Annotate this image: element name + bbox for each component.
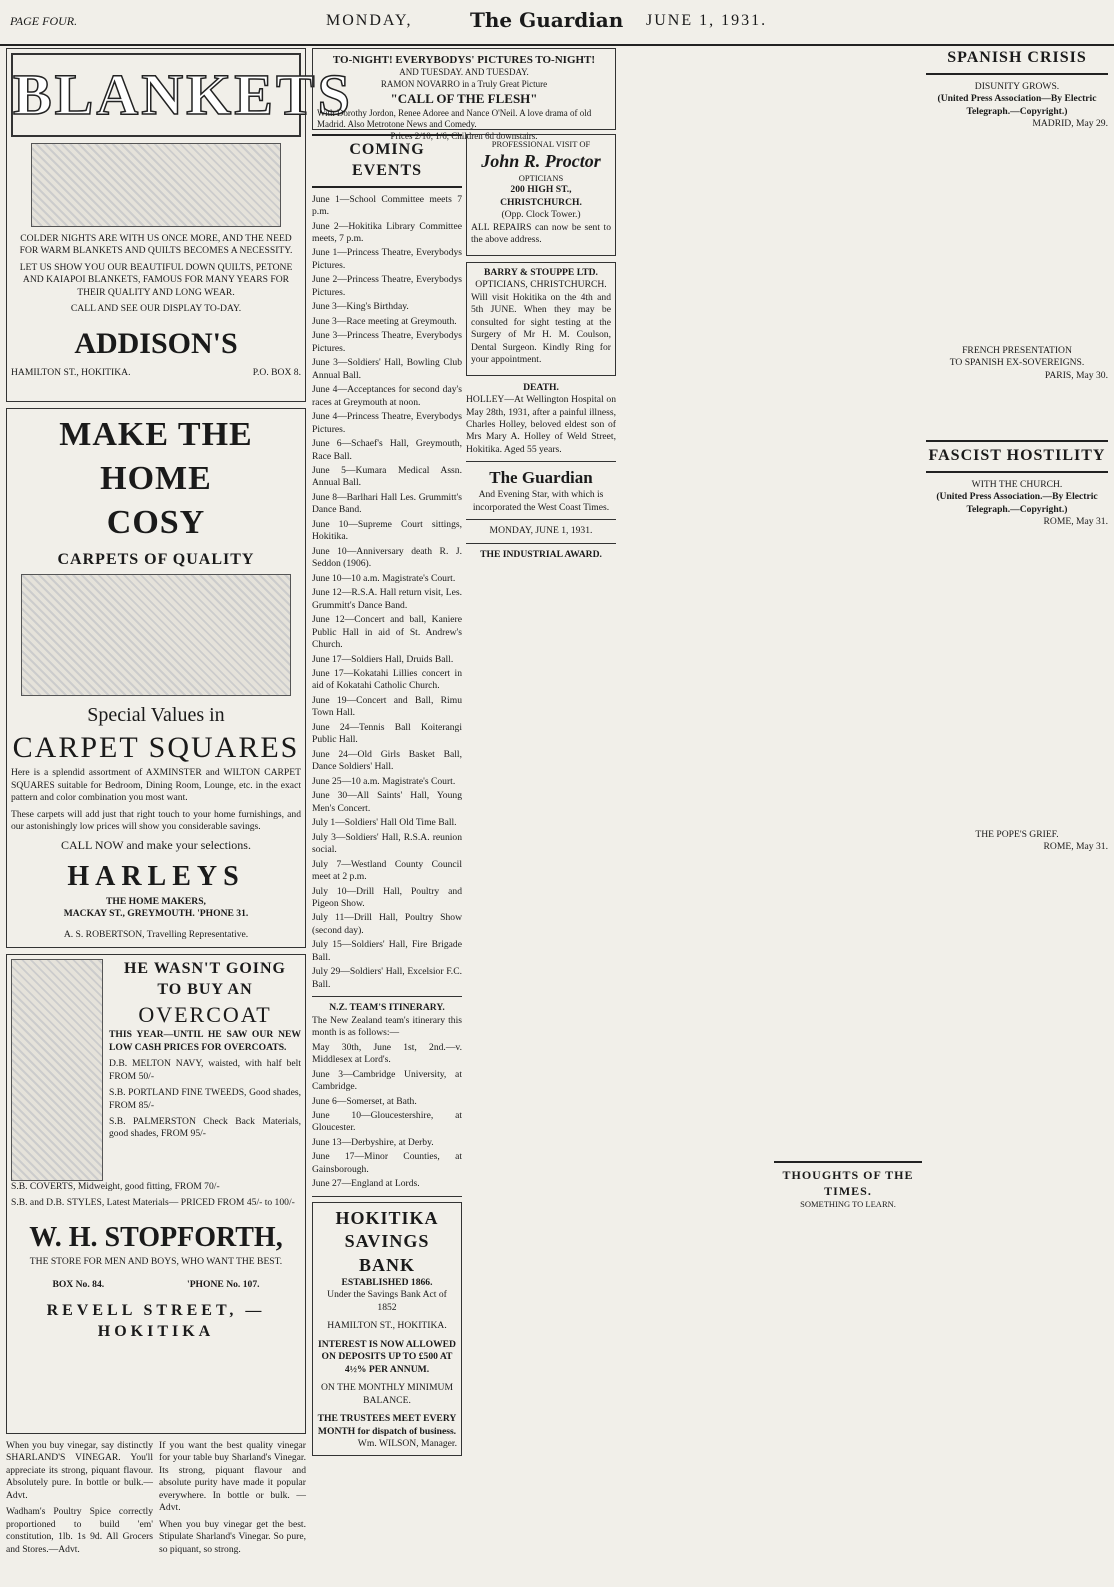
blankets-text-2: LET US SHOW YOU OUR BEAUTIFUL DOWN QUILTS, PETONE AND KAIAPOI BLANKETS, FAMOUS FOR MANY YEARS FOR THEIR QUALITY AND LONG WEAR. [19,261,293,298]
tour-item: June 13—Derbyshire, at Derby. [312,1136,434,1148]
harleys-address: MACKAY ST., GREYMOUTH. 'PHONE 31. [63,908,249,920]
harleys-brand: HARLEYS [67,861,245,893]
special-values: Special Values in [87,704,225,727]
guardian-name: The Guardian [489,468,593,488]
event-item: July 11—Drill Hall, Poultry Show (second day). [312,912,462,936]
event-item: June 6—Schaef's Hall, Greymouth, Race Ball. [312,438,462,462]
barry-stouppe-ad [466,262,616,376]
event-item: June 3—Soldiers' Hall, Bowling Club Annual Ball. [312,357,462,381]
pictures-and: AND TUESDAY. AND TUESDAY. [399,67,529,78]
stopforth-item-5: S.B. and D.B. STYLES, Latest Materials— PRICED FROM 45/- to 100/- [11,1197,295,1209]
fascist-title: FASCIST HOSTILITY [926,440,1108,473]
event-item: July 10—Drill Hall, Poultry and Pigeon Show. [312,885,462,909]
event-item: June 17—Kokatahi Lillies concert in aid of Kokatahi Catholic Church. [312,668,462,692]
stopforth-item-4: S.B. COVERTS, Midweight, good fitting, FROM 70/- [11,1181,220,1192]
vinegar-ad-a: When you buy vinegar, say distinctly SHARLAND'S VINEGAR. You'll appreciate its strong, piquant flavour. Absolutely pure. In bottle or bulk.—Advt. [6,1440,153,1501]
pictures-prices: Prices 2/10, 1/6, Children 6d downstairs. [390,130,538,141]
blankets-text-3: CALL AND SEE OUR DISPLAY TO-DAY. [70,303,242,315]
stopforth-heading-2: TO BUY AN [157,980,253,998]
bank-est: ESTABLISHED 1866. [341,1276,433,1288]
fascist-dateline-2: ROME, May 31. [1043,841,1108,853]
harleys-text-2: These carpets will add just that right touch to your home furnishings, and our astonishingly low prices will show you considerable savings. [11,808,301,833]
living-room-illustration [21,574,291,696]
blankets-title: BLANKETS [11,53,301,137]
addisons-address: HAMILTON ST., HOKITIKA. [11,366,131,378]
stopforth-item-2: S.B. PORTLAND FINE TWEEDS, Good shades, FROM 85/- [109,1087,301,1111]
event-item: June 19—Concert and Ball, Rimu Town Hall. [312,694,462,719]
savings-bank-ad [312,1202,462,1456]
harleys-heading-3: CARPETS OF QUALITY [57,550,255,568]
event-item: June 24—Tennis Ball Koiterangi Public Hall. [312,721,462,746]
stopforth-item-1: D.B. MELTON NAVY, waisted, with half belt FROM 50/- [109,1058,301,1082]
pictures-ad [312,48,616,141]
stopforth-box: BOX No. 84. [52,1278,105,1290]
event-item: June 2—Princess Theatre, Everybodys Pictures. [312,274,462,298]
event-item: June 5—Kumara Medical Assn. Annual Ball. [312,464,462,489]
stopforth-phone: 'PHONE No. 107. [187,1278,260,1290]
stopforth-heading-1: HE WASN'T GOING [123,960,286,977]
spanish-body [926,131,1108,345]
event-item: June 25—10 a.m. Magistrate's Court. [312,775,456,787]
event-item: July 15—Soldiers' Hall, Fire Brigade Ball. [312,939,462,963]
proctor-opp: (Opp. Clock Tower.) [501,209,581,221]
proctor-repairs: ALL REPAIRS can now be sent to the above address. [471,221,611,246]
paper-name: The Guardian [470,8,624,32]
harleys-rep: A. S. ROBERTSON, Travelling Representative. [63,928,249,940]
barry-title: BARRY & STOUPPE LTD. [484,266,598,278]
vinegar-ad-d: When you buy vinegar get the best. Stipulate Sharland's Vinegar. So pure, so piquant, so strong. [159,1518,306,1555]
event-item: June 3—Race meeting at Greymouth. [312,315,457,327]
tour-item: June 3—Cambridge University, at Cambridge. [312,1068,462,1093]
proctor-name: John R. Proctor [481,151,601,172]
event-item: July 7—Westland County Council meet at 2 p.m. [312,858,462,883]
issue-date: JUNE 1, 1931. [646,12,768,29]
tour-item: May 30th, June 1st, 2nd.—v. Middlesex at Lord's. [312,1041,462,1066]
blankets-text-1: COLDER NIGHTS ARE WITH US ONCE MORE, AND THE NEED FOR WARM BLANKETS AND QUILTS BECOMES A NECESSITY. [19,233,293,257]
day-label: MONDAY, [326,12,413,29]
poultry-spice-ad: Wadham's Poultry Spice correctly proportioned to build 'em' constitution, 1lb. 1s 9d. All Grocers and Stores.—Advt. [6,1506,153,1555]
page-number: PAGE FOUR. [10,14,78,28]
spanish-dateline: MADRID, May 29. [1032,118,1108,130]
event-item: June 1—School Committee meets 7 p.m. [312,193,462,218]
bank-manager: Wm. WILSON, Manager. [357,1438,457,1450]
addisons-ad [6,48,353,402]
barry-text: Will visit Hokitika on the 4th and 5th JUNE. When they may be consulted for sight testing at the Surgery of Mr H. M. Coulson, Dental Surgeon. Kindly Ring for your appointment. [471,291,611,366]
event-item: June 12—Concert and ball, Kaniere Public Hall in aid of St. Andrew's Church. [312,614,462,651]
vinegar-ads [6,1440,306,1560]
blanket-illustration [31,143,281,227]
fascist-h1: WITH THE CHURCH. [971,478,1063,490]
bank-title: HOKITIKA SAVINGS BANK [335,1207,439,1275]
thoughts-title: THOUGHTS OF THE TIMES. [782,1168,914,1198]
bank-trustees: THE TRUSTEES MEET EVERY MONTH for dispatch of business. [317,1413,457,1437]
bank-act: Under the Savings Bank Act of 1852 [327,1289,447,1313]
event-item: June 10—Anniversary death R. J. Seddon (1906). [312,545,462,570]
overcoat-illustration [11,959,103,1181]
event-item: June 10—10 a.m. Magistrate's Court. [312,572,456,584]
tour-intro: The New Zealand team's itinerary this month is as follows:— [312,1014,462,1039]
harleys-heading-1: MAKE THE HOME [59,416,253,498]
spanish-dateline-2: PARIS, May 30. [1044,369,1108,381]
tour-item: June 10—Gloucestershire, at Gloucester. [312,1110,462,1134]
spanish-crisis-title: SPANISH CRISIS [926,48,1108,75]
event-item: June 30—All Saints' Hall, Young Men's Concert. [312,790,462,814]
stopforth-tag: THE STORE FOR MEN AND BOYS, WHO WANT THE BEST. [29,1256,283,1268]
pictures-top: TO-NIGHT! EVERYBODYS' PICTURES TO-NIGHT! [332,54,596,66]
column-events [312,48,616,1575]
stopforth-text: THIS YEAR—UNTIL HE SAW OUR NEW LOW CASH PRICES FOR OVERCOATS. [109,1029,301,1053]
pictures-star: RAMON NOVARRO in a Truly Great Picture [380,78,548,89]
event-item: June 4—Acceptances for second day's races at Greymouth at noon. [312,384,462,408]
spanish-h1: DISUNITY GROWS. [974,80,1060,92]
stopforth-item-3: S.B. PALMERSTON Check Back Materials, good shades, FROM 95/- [109,1116,301,1140]
column-ads-left [6,48,353,1575]
fascist-dateline: ROME, May 31. [1043,516,1108,528]
event-item: June 3—King's Birthday. [312,301,409,313]
column-locals [622,48,922,1575]
editorial-date: MONDAY, JUNE 1, 1931. [489,525,593,537]
spanish-source: (United Press Association—By Electric Telegraph.—Copyright.) [937,93,1097,117]
event-item: June 4—Princess Theatre, Everybodys Pictures. [312,411,462,435]
editorial-title: THE INDUSTRIAL AWARD. [480,548,602,560]
bank-address: HAMILTON ST., HOKITIKA. [327,1320,447,1332]
event-item: June 12—R.S.A. Hall return visit, Les. Grummitt's Dance Band. [312,587,462,611]
addisons-box: P.O. BOX 8. [252,366,301,378]
masthead [0,0,1114,46]
fascist-source: (United Press Association.—By Electric Telegraph.—Copyright.) [936,491,1098,515]
proctor-opticians: OPTICIANS [518,173,564,184]
coming-events-title: COMING EVENTS [312,134,462,188]
stopforth-heading-3: OVERCOAT [138,1001,272,1027]
column-cables [926,48,1108,1575]
stopforth-street: REVELL STREET, — HOKITIKA [46,1302,266,1341]
tour-list [312,1042,462,1191]
event-item: June 1—Princess Theatre, Everybodys Pictures. [312,247,462,271]
proctor-visit: PROFESSIONAL VISIT OF [491,139,591,149]
event-item: June 10—Supreme Court sittings, Hokitika. [312,518,462,543]
harleys-text-1: Here is a splendid assortment of AXMINSTER and WILTON CARPET SQUARES suitable for Bedroom, Dining Room, Lounge, etc. in the exact pattern and color combination you most want. [11,767,301,804]
events-list [312,194,462,992]
event-item: July 29—Soldiers' Hall, Excelsior F.C. Ball. [312,966,462,990]
spanish-h2: FRENCH PRESENTATION [962,344,1072,356]
tour-title: N.Z. TEAM'S ITINERARY. [329,1002,445,1014]
proctor-ad [466,134,616,256]
barry-sub: OPTICIANS, CHRISTCHURCH. [475,279,607,291]
event-item: June 8—Barlhari Hall Les. Grummitt's Dance Band. [312,491,462,516]
tour-item: June 17—Minor Counties, at Gainsborough. [312,1151,462,1175]
pictures-cast: With Dorothy Jordon, Renee Adoree and Nance O'Neil. A love drama of old Madrid. Also Metrotone News and Comedy. [317,107,592,130]
event-item: June 3—Princess Theatre, Everybodys Pictures. [312,330,462,354]
addisons-brand: ADDISON'S [74,326,238,360]
stopforth-brand: W. H. STOPFORTH, [29,1221,283,1253]
coming-events [312,134,462,1462]
tour-item: June 6—Somerset, at Bath. [312,1095,417,1107]
event-item: June 24—Old Girls Basket Ball, Dance Soldiers' Hall. [312,748,462,773]
event-item: July 1—Soldiers' Hall Old Time Ball. [312,817,457,829]
bank-interest: INTEREST IS NOW ALLOWED ON DEPOSITS UP TO £500 AT 4½% PER ANNUM. [317,1338,456,1375]
pictures-film: "CALL OF THE FLESH" [390,90,538,106]
death-title: DEATH. [523,381,559,393]
tour-item: June 27—England at Lords. [312,1178,420,1190]
harleys-sub: THE HOME MAKERS, [106,895,206,907]
harleys-ad [6,408,306,948]
opticians-column [466,134,616,561]
harleys-call: CALL NOW and make your selections. [61,837,251,852]
bank-monthly: ON THE MONTHLY MINIMUM BALANCE. [320,1382,453,1406]
fascist-h2: THE POPE'S GRIEF. [975,828,1059,840]
harleys-heading-2: COSY [106,504,206,542]
guardian-sub: And Evening Star, with which is incorporated the West Coast Times. [472,489,610,513]
thoughts-sub: SOMETHING TO LEARN. [800,1199,896,1210]
event-item: July 3—Soldiers' Hall, R.S.A. reunion social. [312,831,462,856]
stopforth-ad [6,954,306,1434]
spanish-h3: TO SPANISH EX-SOVEREIGNS. [949,357,1085,369]
death-notice: HOLLEY—At Wellington Hospital on May 28th, 1931, after a painful illness, Charles Holley, beloved eldest son of Mrs Mary A. Holley of Weld Street, Hokitika. Aged 55 years. [466,394,616,455]
event-item: June 17—Soldiers Hall, Druids Ball. [312,653,454,665]
proctor-address: 200 HIGH ST., CHRISTCHURCH. [500,184,582,208]
event-item: June 2—Hokitika Library Committee meets, 7 p.m. [312,220,462,244]
carpet-squares: CARPET SQUARES [12,731,300,765]
vinegar-ad-c: If you want the best quality vinegar for your table buy Sharland's Vinegar. Its strong, piquant flavour and absolute purity have made it popular everywhere. In bottle or bulk. —Advt. [159,1440,306,1514]
